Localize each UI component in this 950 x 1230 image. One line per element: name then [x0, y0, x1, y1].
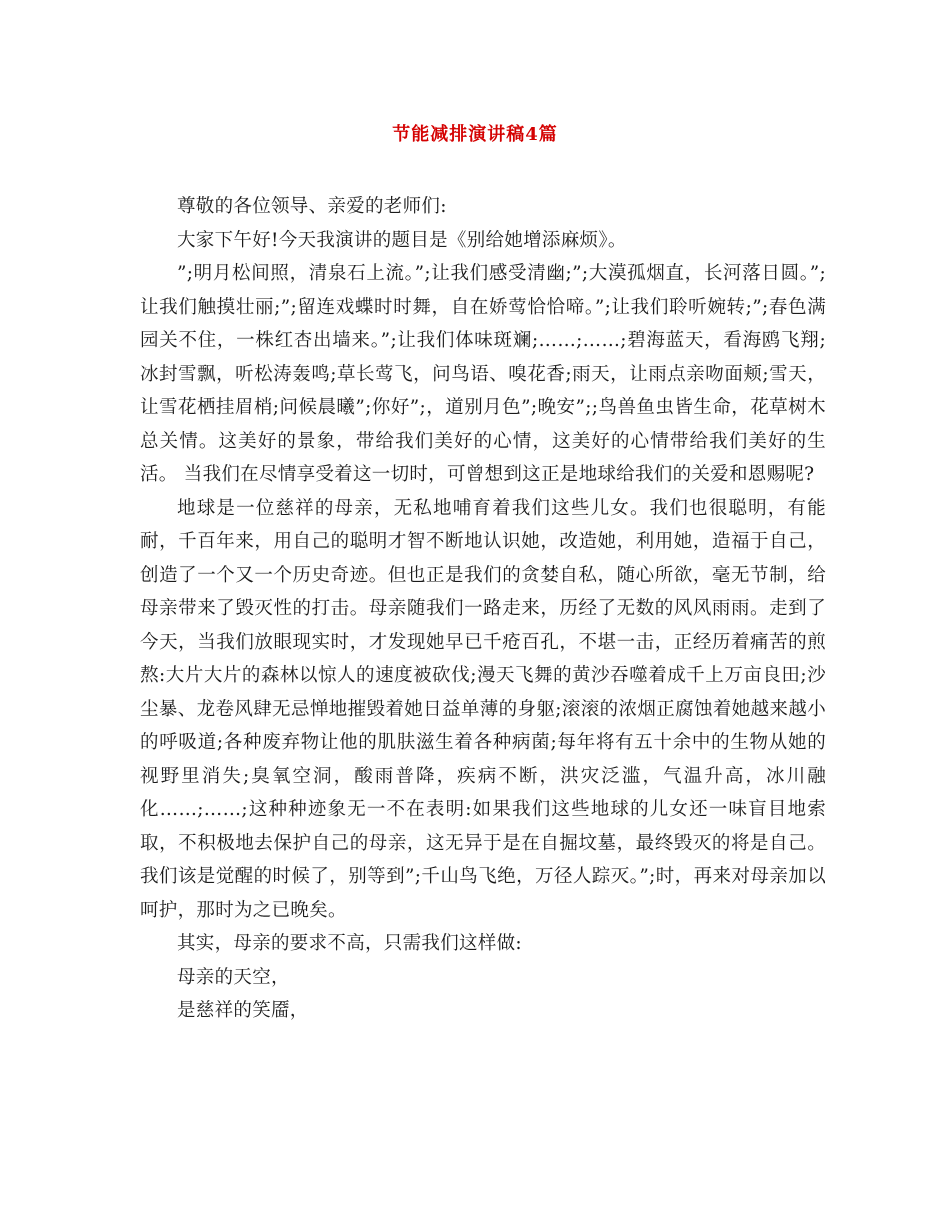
- paragraph-earth-mother: 地球是一位慈祥的母亲，无私地哺育着我们这些儿女。我们也很聪明，有能耐，千百年来，用自己的聪明才智不断地认识她，改造她，利用她，造福于自己，创造了一个又一个历史奇迹。但也正是我们的贪婪自私，随心所欲，毫无节制，给母亲带来了毁灭性的打击。母亲随我们一路走来，历经了无数的风风雨雨。走到了今天，当我们放眼现实时，才发现她早已千疮百孔，不堪一击，正经历着痛苦的煎熬:大片大片的森林以惊人的速度被砍伐;漫天飞舞的黄沙吞噬着成千上万亩良田;沙尘暴、龙卷风肆无忌惮地摧毁着她日益单薄的身躯;滚滚的浓烟正腐蚀着她越来越小的呼吸道;各种废弃物让他的肌肤滋生着各种病菌;每年将有五十余中的生物从她的视野里消失;臭氧空洞，酸雨普降，疾病不断，洪灾泛滥，气温升高，冰川融化……;……;这种种迹象无一不在表明:如果我们这些地球的儿女还一味盲目地索取，不积极地去保护自己的母亲，这无异于是在自掘坟墓，最终毁灭的将是自己。我们该是觉醒的时候了，别等到”;千山鸟飞绝，万径人踪灭。”;时，再来对母亲加以呵护，那时为之已晚矣。: [140, 497, 826, 921]
- paragraph-greeting: 尊敬的各位领导、亲爱的老师们:: [177, 196, 447, 217]
- poem-line-1: 母亲的天空，: [177, 966, 290, 988]
- document-title: 节能减排演讲稿4篇: [392, 124, 558, 145]
- paragraph-intro: 大家下午好!今天我演讲的题目是《别给她增添麻烦》。: [177, 229, 627, 251]
- poem-line-2: 是慈祥的笑靥，: [177, 1000, 309, 1021]
- paragraph-poetry: ”;明月松间照，清泉石上流。”;让我们感受清幽;”;大漠孤烟直，长河落日圆。”;让我们触摸壮丽;”;留连戏蝶时时舞，自在娇莺恰恰啼。”;让我们聆听婉转;”;春色满园关不住，一株红杏出墙来。”;让我们体味斑斓;……;……;碧海蓝天，看海鸥飞翔;冰封雪飘，听松涛轰鸣;草长莺飞，问鸟语、嗅花香;雨天，让雨点亲吻面颊;雪天，让雪花栖挂眉梢;问候晨曦”;你好”;，道别月色”;晚安”;;鸟兽鱼虫皆生命，花草树木总关情。这美好的景象，带给我们美好的心情，这美好的心情带给我们美好的生活。 当我们在尽情享受着这一切时，可曾想到这正是地球给我们的关爱和恩赐呢?: [140, 263, 826, 485]
- document-body: [140, 190, 826, 1028]
- paragraph-requirement: 其实，母亲的要求不高，只需我们这样做:: [177, 933, 522, 954]
